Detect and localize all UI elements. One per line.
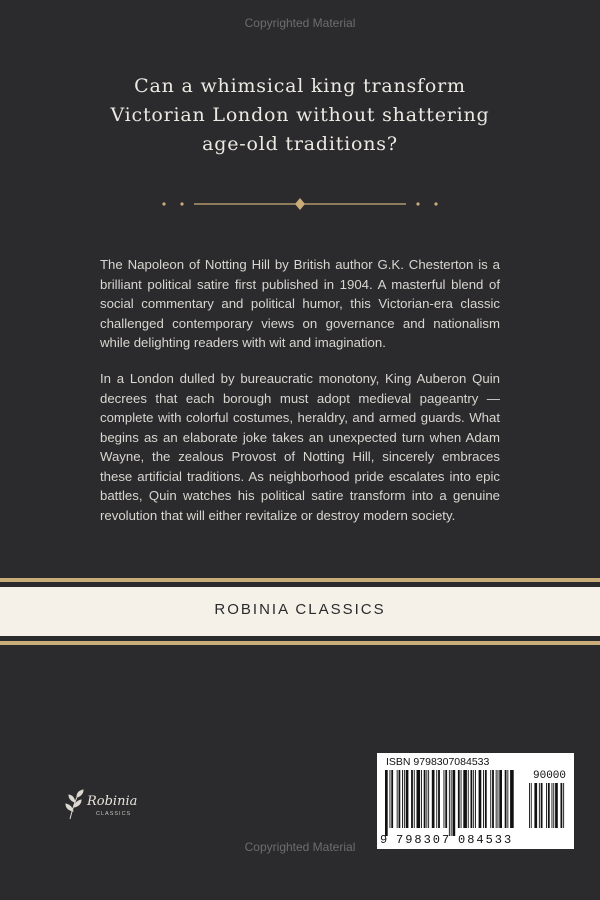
barcode-bar xyxy=(463,770,467,828)
gold-rule xyxy=(0,578,600,582)
barcode-digit-group: 798307 xyxy=(396,833,452,847)
divider-dot xyxy=(180,202,183,205)
barcode-bar xyxy=(461,770,462,828)
gold-rule xyxy=(0,641,600,645)
barcode-bar xyxy=(490,770,491,828)
barcode-bar xyxy=(541,783,543,828)
publisher-logo xyxy=(60,783,140,823)
barcode-bar xyxy=(428,770,429,828)
barcode-bar xyxy=(475,770,476,828)
barcode-bar xyxy=(548,783,550,828)
isbn-label: ISBN 9798307084533 xyxy=(386,756,490,768)
divider-dot xyxy=(434,202,437,205)
barcode-bar xyxy=(399,770,401,828)
barcode-bar xyxy=(529,783,530,828)
barcode-bar xyxy=(451,770,452,836)
barcode-bar xyxy=(411,770,413,828)
barcode-bar xyxy=(483,770,484,828)
barcode-bar xyxy=(492,770,494,828)
divider-diamond xyxy=(295,198,305,210)
leaf-sprig-icon xyxy=(66,790,83,819)
barcode-bar xyxy=(468,770,469,828)
description-paragraph: The Napoleon of Notting Hill by British author G.K. Chesterton is a brilliant political satire first published in 1904. A masterful blend of social commentary and political humor, this Victorian-era classic challenged contemporary views on governance and nationalism while delighting readers with wit and imagination. xyxy=(100,257,500,350)
barcode-bar xyxy=(555,783,558,828)
divider-dot xyxy=(416,202,419,205)
barcode-bar xyxy=(507,770,508,828)
barcode-bar xyxy=(391,770,393,828)
barcode-bar xyxy=(449,770,450,836)
logo-subtitle: CLASSICS xyxy=(96,811,132,817)
logo-name: Robinia xyxy=(87,794,138,809)
barcode-bar xyxy=(426,770,427,828)
barcode-bar xyxy=(473,770,474,828)
headline-line: age-old traditions? xyxy=(202,133,398,155)
publisher-name: ROBINIA CLASSICS xyxy=(214,601,386,618)
barcode-bar xyxy=(436,770,437,828)
barcode-digit-group: 084533 xyxy=(458,833,514,847)
headline-line: Can a whimsical king transform xyxy=(134,75,466,97)
barcode-bar xyxy=(445,770,447,828)
barcode-bar xyxy=(510,770,514,828)
barcode-bar xyxy=(385,770,388,836)
barcode-bar xyxy=(534,783,537,828)
barcode-bar xyxy=(458,770,460,828)
barcode-bars xyxy=(385,770,515,836)
price-code: 90000 xyxy=(533,770,567,782)
barcode-bar xyxy=(505,770,507,828)
barcode-bar xyxy=(414,770,415,828)
barcode-bar xyxy=(424,770,426,828)
barcode-bar xyxy=(563,783,564,828)
barcode-bar xyxy=(453,770,456,836)
description-paragraph: In a London dulled by bureaucratic monotony, King Auberon Quin decrees that each borough must adopt medieval pageantry — complete with colorful costumes, heraldry, and armed guards. What begins as an elaborate joke takes an unexpected turn when Adam Wayne, the zealous Provost of Notting Hill, sincerely embraces these artificial traditions. As neighborhood pride escalates into epic battles, Quin watches his political satire transform into a genuine revolution that will either revitalize or destroy modern society. xyxy=(100,371,500,523)
barcode-bar xyxy=(485,770,487,828)
barcode-bar xyxy=(553,783,554,828)
barcode-bar xyxy=(499,770,502,828)
barcode-bar xyxy=(561,783,563,828)
headline xyxy=(90,72,510,159)
watermark-bottom: Copyrighted Material xyxy=(244,840,356,854)
barcode-bar xyxy=(417,770,421,828)
barcode-digit-lead: 9 xyxy=(380,833,388,847)
barcode-bar xyxy=(402,770,403,828)
barcode-bar xyxy=(479,770,482,828)
barcode-bar xyxy=(546,783,547,828)
headline-line: Victorian London without shattering xyxy=(110,104,490,126)
divider-dot xyxy=(162,202,165,205)
barcode-bar xyxy=(432,770,435,828)
barcode-bar xyxy=(531,783,532,828)
barcode xyxy=(377,753,574,849)
barcode-bar xyxy=(404,770,405,828)
watermark-top: Copyrighted Material xyxy=(244,16,356,30)
barcode-bar xyxy=(390,770,391,828)
barcode-bar xyxy=(552,783,553,828)
barcode-bar xyxy=(498,770,499,828)
barcode-bar xyxy=(444,770,445,828)
barcode-bar xyxy=(471,770,473,828)
barcode-bar xyxy=(397,770,398,828)
barcode-bar xyxy=(496,770,497,828)
ornamental-divider xyxy=(160,197,440,211)
barcode-bar xyxy=(406,770,409,828)
barcode-bar xyxy=(421,770,422,828)
barcode-bar xyxy=(438,770,440,828)
barcode-addon-bars xyxy=(529,783,567,836)
barcode-bar xyxy=(539,783,540,828)
